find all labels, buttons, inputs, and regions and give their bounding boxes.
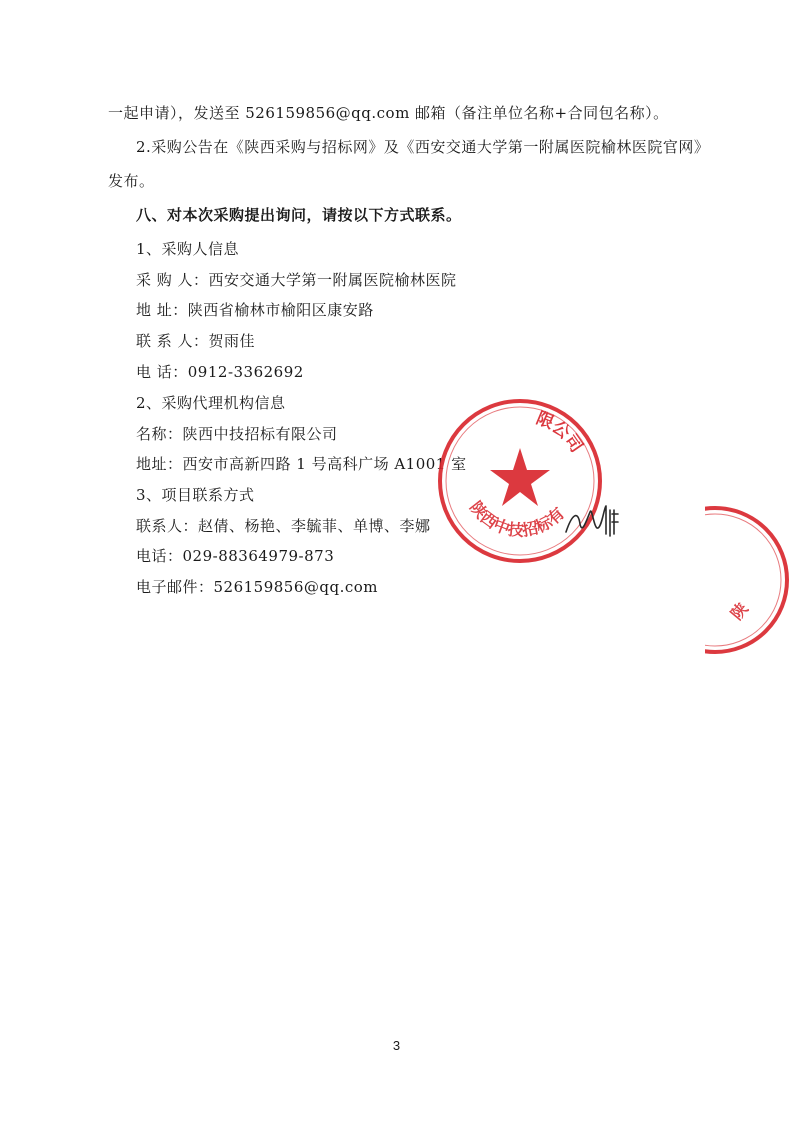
company-seal-icon bbox=[435, 396, 605, 566]
agency-address: 地址：西安市高新四路 1 号高科广场 A1001 室 bbox=[136, 455, 467, 473]
svg-text:陕西中技招标有 bbox=[466, 498, 568, 541]
seal-text-top: 限公司 bbox=[533, 408, 587, 457]
purchaser-address: 地 址：陕西省榆林市榆阳区康安路 bbox=[136, 301, 374, 319]
partial-seal-text: 陕 bbox=[726, 599, 752, 624]
purchaser-name: 采 购 人：西安交通大学第一附属医院榆林医院 bbox=[136, 271, 457, 289]
subheading-agency-info: 2、采购代理机构信息 bbox=[136, 394, 286, 412]
purchaser-contact: 联 系 人：贺雨佳 bbox=[136, 332, 256, 350]
subheading-project-contact: 3、项目联系方式 bbox=[136, 486, 255, 504]
svg-text:限公司 bbox=[533, 408, 586, 456]
project-contact-phone: 电话：029-88364979-873 bbox=[136, 547, 335, 565]
purchaser-phone: 电 话：0912-3362692 bbox=[136, 363, 304, 381]
page-number: 3 bbox=[392, 1038, 401, 1053]
section-heading-inquiry: 八、对本次采购提出询问，请按以下方式联系。 bbox=[136, 206, 462, 224]
agency-name: 名称：陕西中技招标有限公司 bbox=[136, 425, 338, 443]
project-contact-email: 电子邮件：526159856@qq.com bbox=[136, 578, 379, 596]
partial-seal-icon bbox=[705, 505, 793, 655]
paragraph-line-publish: 发布。 bbox=[108, 172, 155, 190]
handwritten-signature bbox=[562, 500, 622, 540]
paragraph-line-email-note: 一起申请），发送至 526159856@qq.com 邮箱（备注单位名称+合同包名称）。 bbox=[108, 104, 669, 122]
paragraph-line-announcement: 2.采购公告在《陕西采购与招标网》及《西安交通大学第一附属医院榆林医院官网》 bbox=[136, 138, 710, 156]
project-contact-persons: 联系人：赵倩、杨艳、李毓菲、单博、李娜 bbox=[136, 517, 431, 535]
seal-text-bottom: 陕西中技招标有 bbox=[466, 497, 569, 541]
subheading-purchaser-info: 1、采购人信息 bbox=[136, 240, 240, 258]
